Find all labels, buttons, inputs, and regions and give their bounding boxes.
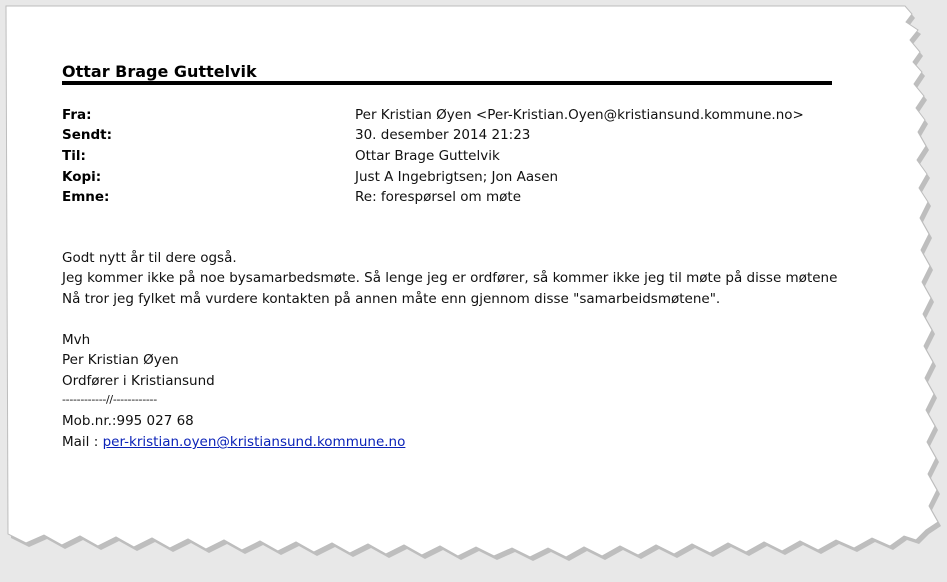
body-line-2: Jeg kommer ikke på noe bysamarbedsmøte. Så lenge jeg er ordfører, så kommer ikke jeg til møte på disse møtene (62, 270, 838, 286)
body-line-greeting: Godt nytt år til dere også. (62, 250, 237, 266)
printout-owner-name: Ottar Brage Guttelvik (62, 62, 257, 81)
signature-mail-link[interactable]: per-kristian.oyen@kristiansund.kommune.no (102, 434, 406, 450)
sent-label: Sendt: (62, 127, 113, 143)
header-rule (62, 81, 832, 85)
signature-greeting: Mvh (62, 332, 91, 348)
signature-title: Ordfører i Kristiansund (62, 373, 215, 389)
subject-label: Emne: (62, 189, 110, 205)
cc-label: Kopi: (62, 169, 102, 185)
subject-value: Re: forespørsel om møte (355, 189, 521, 205)
from-label: Fra: (62, 107, 92, 123)
cc-value: Just A Ingebrigtsen; Jon Aasen (355, 169, 559, 185)
from-value: Per Kristian Øyen <Per-Kristian.Oyen@kristiansund.kommune.no> (355, 107, 804, 123)
to-value: Ottar Brage Guttelvik (355, 148, 500, 164)
body-line-3: Nå tror jeg fylket må vurdere kontakten på annen måte enn gjennom disse "samarbeidsmøtene". (62, 291, 721, 307)
to-label: Til: (62, 148, 86, 164)
signature-divider: ------------//------------ (62, 393, 157, 406)
sent-value: 30. desember 2014 21:23 (355, 127, 531, 143)
signature-mail-label: Mail : (62, 434, 103, 450)
signature-name: Per Kristian Øyen (62, 352, 179, 368)
signature-mail-line (62, 434, 405, 450)
signature-mobile: Mob.nr.:995 027 68 (62, 413, 194, 429)
